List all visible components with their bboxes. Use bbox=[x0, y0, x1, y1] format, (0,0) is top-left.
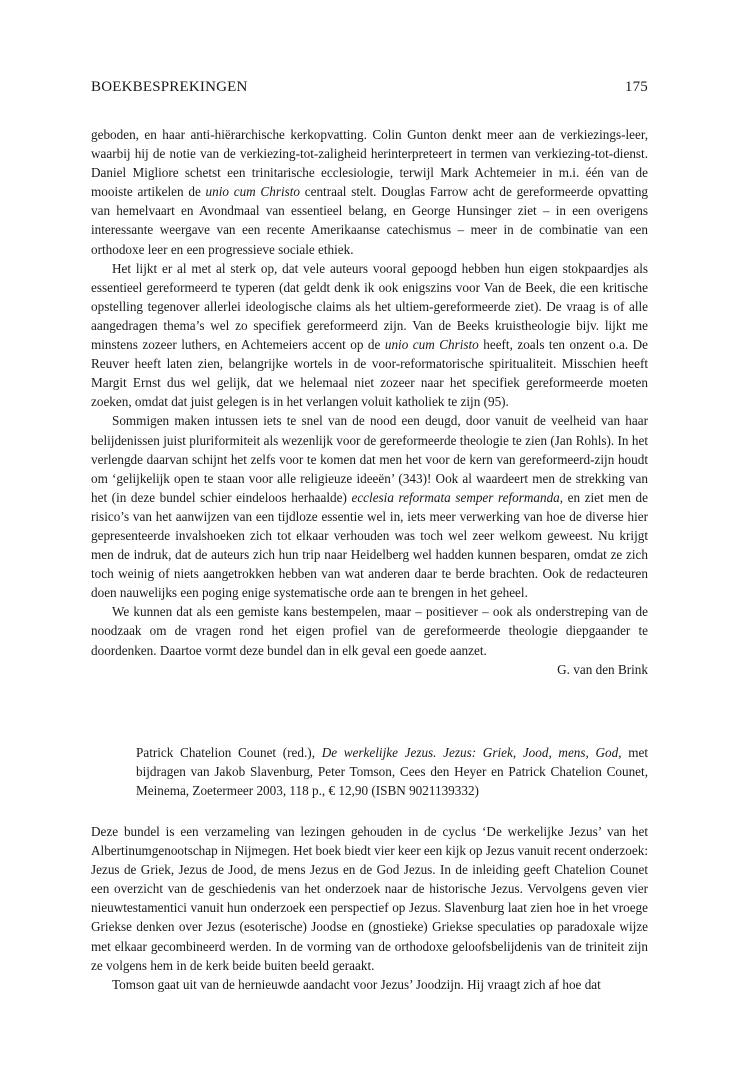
biblio-book-title: De werkelijke Jezus. Jezus: Griek, Jood, mens, God bbox=[321, 745, 619, 760]
review-2-paragraph-1 bbox=[91, 822, 648, 975]
review-1-signature: G. van den Brink bbox=[557, 661, 648, 677]
italic-term: ecclesia reformata semper reformanda bbox=[351, 489, 560, 505]
text-segment: Tomson gaat uit van de hernieuwde aandacht voor Jezus’ Joodzijn. Hij vraagt zich af hoe dat bbox=[112, 976, 601, 992]
review-1-body bbox=[91, 125, 648, 679]
text-segment: Sommigen maken intussen iets te snel van de nood een deugd, door vanuit de veelheid van haar belijdenissen juist pluriformiteit als wezenlijk voor de gereformeerde theologie te zien (Jan Rohls). In het verlengde daarvan schijnt het zelfs voor te komen dat men het voor de kern van gereformeerd-zijn houdt om ‘gelijkelijk open te staan voor alle religieuze ideeën’ (343)! Ook al waardeert men de strekking van het (in deze bundel schier eindeloos herhaalde) bbox=[91, 413, 648, 505]
review-1-paragraph-1 bbox=[91, 125, 648, 259]
italic-term: unio cum Christo bbox=[384, 337, 479, 353]
text-segment: geboden, en haar anti-hiërarchische kerkopvatting. Colin Gunton denkt meer aan de verkiezings-leer, waarbij hij de notie van de verkiezing-tot-zaligheid herinterpreteert in termen van verkiezing-tot-dienst. Daniel Migliore schetst een trinitarische ecclesiologie, terwijl Mark Achtemeier in m.i. één van de mooiste artikelen de bbox=[91, 127, 648, 200]
text-segment: Deze bundel is een verzameling van lezingen gehouden in de cyclus ‘De werkelijke Jezus’ van het Albertinumgenootschap in Nijmegen. Het boek biedt vier keer een kijk op Jezus vanuit recent onderzoek: Jezus de Griek, Jezus de Jood, de mens Jezus en de God Jezus. In de inleiding geeft Chatelion Counet een overzicht van de geschiedenis van het onderzoek naar de historische Jezus. Vervolgens geven vier nieuwtestamentici vanuit hun onderzoek een perspectief op Jezus. Slavenburg laat zien hoe in het vroege Griekse denken over Jezus (esoterische) Joodse en (gnostieke) Griekse speculaties op paradoxale wijze met elkaar gecombineerd werden. In de vorming van de orthodoxe geloofsbelijdenis van de triniteit zijn ze volgens hem in de kerk beide buiten beeld geraakt. bbox=[91, 824, 648, 973]
text-segment: Het lijkt er al met al sterk op, dat vele auteurs vooral gepoogd hebben hun eigen stokpaardjes als essentieel gereformeerd te typeren (dat geldt denk ik ook enigszins voor Van de Beek, die een kritische opstelling tegenover allerlei ideologische claims als het ultiem-gereformeerde ziet). De vraag is of alle aangedragen thema’s wel zo specifiek gereformeerd zijn. Van de Beeks kruistheologie bijv. lijkt me minstens zozeer luthers, en Achtemeiers accent op de bbox=[91, 260, 648, 353]
running-title: BOEKBESPREKINGEN bbox=[91, 79, 248, 95]
text-segment: We kunnen dat als een gemiste kans bestempelen, maar – positiever – ook als onderstreping van de noodzaak om de vragen rond het eigen profiel van de gereformeerde theologie diepgaander te doordenken. Daartoe vormt deze bundel dan in elk geval een goede aanzet. bbox=[91, 604, 648, 658]
italic-term: unio cum Christo bbox=[205, 184, 301, 200]
page-number: 175 bbox=[624, 79, 648, 95]
biblio-details: , met bijdragen van Jakob Slavenburg, Peter Tomson, Cees den Heyer en Patrick Chatelion Counet, Meinema, Zoetermeer 2003, 118 p., € 12,90 (ISBN 9021139332) bbox=[136, 745, 648, 799]
text-segment: , en ziet men de risico’s van het aanwijzen van een tijdloze essentie wel in, iets meer verwerking van hoe de diverse hier gepresenteerde invalshoeken zich tot elkaar verhouden was toch wel zeer welkom geweest. Nu krijgt men de indruk, dat de auteurs zich hun trip naar Heidelberg wel hadden kunnen besparen, omdat ze zich toch weinig of niets aangetrokken hebben van wat anderen daar te berde brachten. Ook de redacteuren doen nauwelijks een poging enige systematische orde aan te brengen in het geheel. bbox=[91, 489, 648, 601]
biblio-editor: Patrick Chatelion Counet (red.), bbox=[136, 745, 322, 760]
review-2-body bbox=[91, 822, 648, 994]
review-1-paragraph-3 bbox=[91, 411, 648, 602]
text-segment: centraal stelt. Douglas Farrow acht de gereformeerde opvatting van hemelvaart en Avondmaal van essentieel belang, en George Hunsinger ziet – in een overigens interessante weergave van een recente Amerikaanse catechismus – meer in de combinatie van een orthodoxe leer en een progressieve sociale ethiek. bbox=[91, 184, 649, 257]
running-header bbox=[91, 79, 648, 99]
review-2-bibliographic-entry bbox=[136, 743, 648, 800]
review-1-paragraph-4 bbox=[91, 602, 648, 659]
text-segment: heeft, zoals ten onzent o.a. De Reuver heeft laten zien, belangrijke wortels in de voor-reformatorische spiritualiteit. Misschien heeft Margit Ernst dus wel gelijk, dat we helemaal niet zozeer naar het specifiek gereformeerde moeten zoeken, omdat dat juist gelegen is in het verlangen voluit katholiek te zijn (95). bbox=[91, 337, 648, 410]
review-2-paragraph-2 bbox=[91, 975, 648, 994]
review-1-paragraph-2 bbox=[91, 259, 648, 412]
